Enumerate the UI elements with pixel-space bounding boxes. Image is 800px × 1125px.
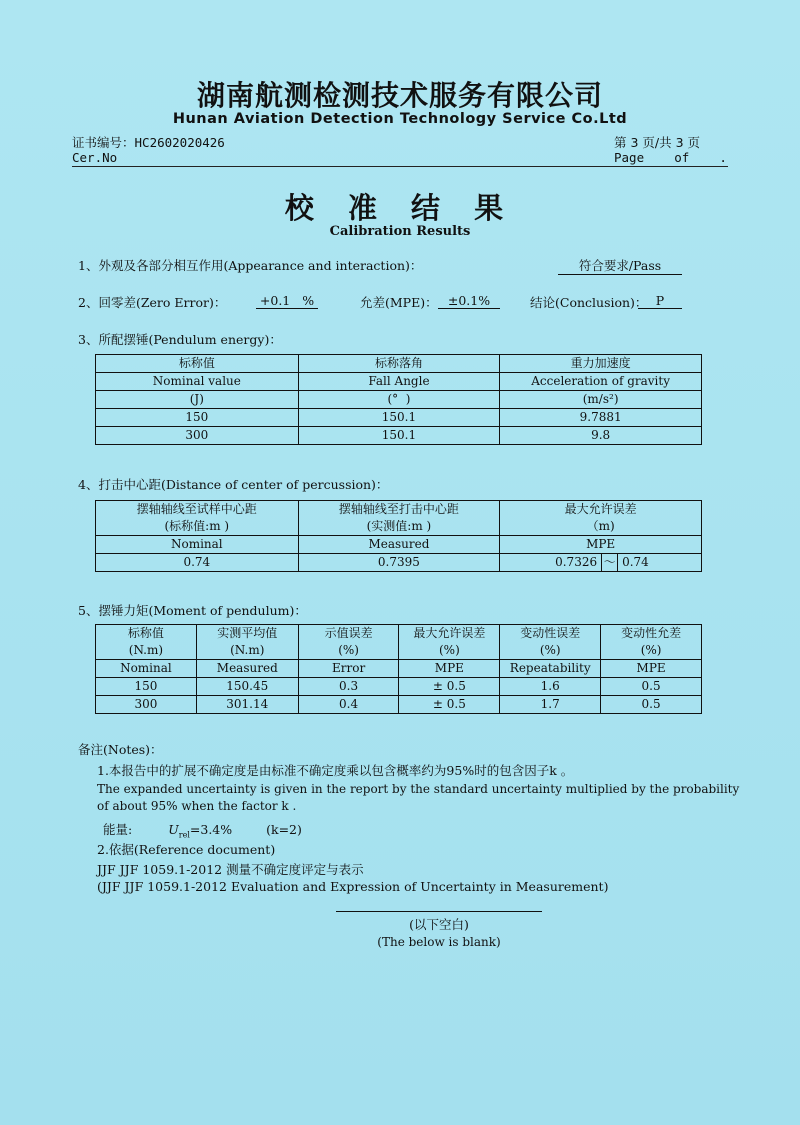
note-2-heading: 2.依据(Reference document) (97, 842, 276, 857)
header-cell (96, 501, 299, 536)
header-cell (500, 625, 601, 660)
header-cell: Error (298, 660, 399, 678)
table-row (96, 409, 702, 427)
header-text: (N.m) (128, 643, 164, 657)
cert-number-line (72, 133, 225, 151)
header-cell (298, 501, 500, 536)
cert-label: 证书编号： (72, 135, 135, 150)
table-cell: 150 (96, 409, 299, 427)
blank-divider (336, 911, 542, 912)
reference-cn: JJF JJF 1059.1-2012 测量不确定度评定与表示 (97, 862, 364, 877)
header-cell: Repeatability (500, 660, 601, 678)
table-row (96, 427, 702, 445)
page-number-cn: 第 3 页/共 3 页 (614, 135, 701, 150)
pendulum-moment-label: 5、摆锤力矩(Moment of pendulum)： (78, 603, 307, 618)
uncertainty-symbol: U (168, 822, 179, 837)
mpe-label: 允差(MPE)： (360, 295, 438, 310)
unit-cell: (m/s²) (500, 391, 702, 409)
zero-error-unit: % (302, 293, 315, 308)
table-cell: 0.5 (601, 696, 702, 714)
header-cell: 标称值 (96, 355, 299, 373)
header-text: (%) (539, 643, 561, 657)
table-cell: 9.8 (500, 427, 702, 445)
header-cell: Fall Angle (298, 373, 500, 391)
energy-label: 能量: (103, 822, 133, 837)
header-text: 最大允许误差 (413, 626, 486, 640)
table-cell: 0.7395 (298, 554, 500, 572)
header-text: 标称值 (127, 626, 164, 640)
table-header-row (96, 355, 702, 373)
table-cell: 150.45 (196, 678, 298, 696)
uncertainty-line (103, 820, 302, 840)
note-1-cn: 1.本报告中的扩展不确定度是由标准不确定度乘以包含概率约为95%时的包含因子k 。 (97, 763, 574, 778)
header-cell: Nominal (96, 660, 197, 678)
table-cell: 150.1 (298, 427, 500, 445)
table-cell: 300 (96, 427, 299, 445)
results-title-cn: 校 准 结 果 (284, 191, 516, 225)
table-cell: 150.1 (298, 409, 500, 427)
header-cell: Measured (196, 660, 298, 678)
pendulum-energy-label: 3、所配摆锤(Pendulum energy)： (78, 332, 282, 347)
header-text: 实测平均值 (217, 626, 278, 640)
table-header-row (96, 660, 702, 678)
pendulum-moment-table (95, 624, 702, 714)
table-cell: 0.5 (601, 678, 702, 696)
unit-cell: (J) (96, 391, 299, 409)
results-title-en: Calibration Results (329, 224, 471, 239)
header-text: 变动性误差 (520, 626, 581, 640)
table-cell: 150 (96, 678, 197, 696)
header-cell: MPE (399, 660, 500, 678)
header-text: 示值误差 (324, 626, 373, 640)
table-header-row (96, 501, 702, 536)
table-row (96, 678, 702, 696)
header-text: (N.m) (230, 643, 265, 657)
header-text: 变动性允差 (621, 626, 682, 640)
table-cell: 0.4 (298, 696, 399, 714)
table-cell: 1.7 (500, 696, 601, 714)
table-cell: ± 0.5 (399, 696, 500, 714)
header-divider (72, 166, 728, 167)
table-cell: 0.74 (96, 554, 299, 572)
table-header-row (96, 625, 702, 660)
appearance-result: 符合要求/Pass (558, 256, 682, 275)
header-text: (标称值:m ) (164, 519, 230, 533)
header-text: (%) (640, 643, 662, 657)
header-text: （m) (586, 519, 615, 533)
unit-cell: (° ) (298, 391, 500, 409)
header-text: 摆轴轴线至打击中心距 (338, 502, 459, 516)
pendulum-energy-table (95, 354, 702, 445)
uncertainty-value: =3.4% (189, 822, 233, 837)
zero-error-label: 2、回零差(Zero Error)： (78, 295, 227, 310)
reference-en: (JJF JJF 1059.1-2012 Evaluation and Expression of Uncertainty in Measurement) (97, 879, 609, 894)
header-cell (601, 625, 702, 660)
header-cell: Nominal (96, 536, 299, 554)
table-header-row (96, 373, 702, 391)
table-row (96, 554, 702, 572)
header-cell: Measured (298, 536, 500, 554)
table-cell: ± 0.5 (399, 678, 500, 696)
header-cell: Acceleration of gravity (500, 373, 702, 391)
zero-error-value (256, 293, 318, 309)
header-text: (实测值:m ) (366, 519, 432, 533)
conclusion-value: P (638, 293, 682, 309)
table-cell: 301.14 (196, 696, 298, 714)
header-cell (196, 625, 298, 660)
table-cell: 0.74 (618, 554, 702, 572)
table-cell: 0.7326 (500, 554, 602, 572)
page-number-en: Page of . (614, 150, 727, 165)
blank-note-en: (The below is blank) (377, 935, 501, 949)
percussion-center-table (95, 500, 702, 572)
notes-heading: 备注(Notes)： (78, 742, 163, 757)
coverage-factor: (k=2) (266, 822, 302, 837)
tilde-cell: ～ (602, 554, 618, 572)
table-unit-row (96, 391, 702, 409)
table-row (96, 696, 702, 714)
header-text: 最大允许误差 (564, 502, 637, 516)
header-text: (%) (338, 643, 359, 657)
percussion-center-label: 4、打击中心距(Distance of center of percussion)： (78, 477, 389, 492)
blank-note-cn: (以下空白) (409, 917, 469, 932)
company-name-en: Hunan Aviation Detection Technology Service Co.Ltd (172, 111, 628, 127)
header-cell: MPE (601, 660, 702, 678)
header-text: (%) (438, 643, 460, 657)
table-header-row (96, 536, 702, 554)
header-cell (399, 625, 500, 660)
zero-error-number: +0.1 (259, 293, 291, 308)
company-name-cn: 湖南航测检测技术服务有限公司 (196, 79, 603, 112)
table-cell: 0.3 (298, 678, 399, 696)
header-cell (298, 625, 399, 660)
table-cell: 9.7881 (500, 409, 702, 427)
cert-number: HC2602020426 (134, 135, 225, 150)
appearance-label: 1、外观及各部分相互作用(Appearance and interaction)： (78, 258, 423, 273)
header-cell: 标称落角 (298, 355, 500, 373)
conclusion-label: 结论(Conclusion)： (530, 295, 648, 310)
table-cell: 1.6 (500, 678, 601, 696)
header-cell (500, 501, 702, 536)
header-text: 摆轴轴线至试样中心距 (136, 502, 257, 516)
note-1-en-line1: The expanded uncertainty is given in the report by the standard uncertainty multiplied by the probability (97, 782, 740, 796)
mpe-value: ±0.1% (438, 293, 500, 309)
note-1-en-line2: of about 95% when the factor k . (97, 799, 297, 813)
header-cell: 重力加速度 (500, 355, 702, 373)
cert-label-en: Cer.No (72, 150, 118, 165)
header-cell (96, 625, 197, 660)
uncertainty-subscript: rel (178, 830, 190, 840)
header-cell: Nominal value (96, 373, 299, 391)
table-cell: 300 (96, 696, 197, 714)
header-cell: MPE (500, 536, 702, 554)
